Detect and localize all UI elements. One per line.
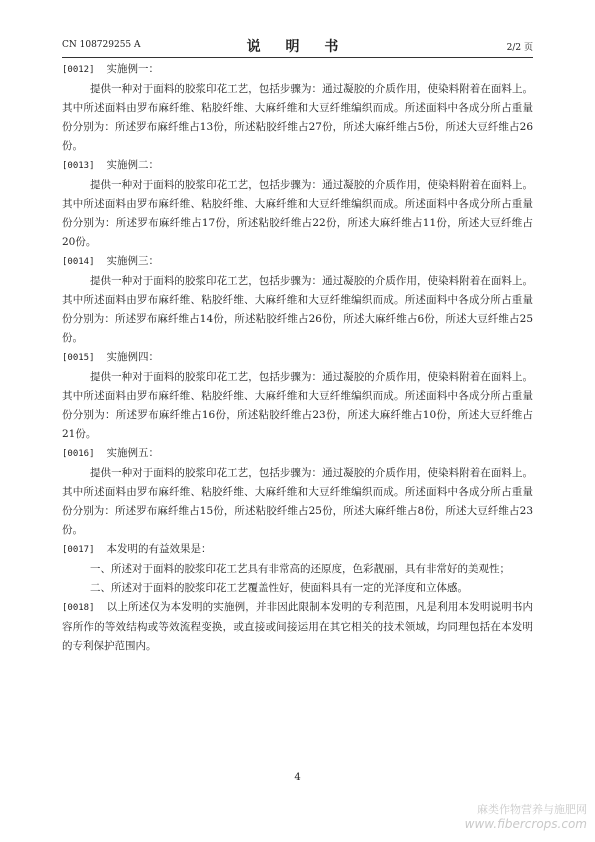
paragraph-number: [0013] [62,161,95,171]
heading-text: 实施例五： [106,447,160,459]
body-paragraph: 提供一种对于面料的胶浆印花工艺，包括步骤为：通过凝胶的介质作用，使染料附着在面料上。其中所述面料由罗布麻纤维、粘胶纤维、大麻纤维和大豆纤维编织而成。所述面料中各成分所占重量份分别为：所述罗布麻纤维占13份，所述粘胶纤维占27份，所述大麻纤维占5份，所述大豆纤维占26份。 [62,83,533,152]
watermark-url: www.fibercrops.com [464,817,587,831]
page-number: 4 [294,772,301,783]
heading-text: 实施例一： [106,63,160,75]
paragraph-number: [0018] [62,603,95,613]
section-heading [62,252,533,272]
watermark-site-name: 麻类作物营养与施肥网 [477,803,587,816]
body-paragraph: 提供一种对于面料的胶浆印花工艺，包括步骤为：通过凝胶的介质作用，使染料附着在面料上。其中所述面料由罗布麻纤维、粘胶纤维、大麻纤维和大豆纤维编织而成。所述面料中各成分所占重量份分别为：所述罗布麻纤维占14份，所述粘胶纤维占26份，所述大麻纤维占6份，所述大豆纤维占25份。 [62,275,533,344]
section-heading [62,156,533,176]
heading-text: 本发明的有益效果是： [106,543,212,555]
paragraph-number: [0012] [62,65,95,75]
body-paragraph [62,598,533,656]
document-body [62,60,533,656]
page-header [62,36,533,54]
section-heading [62,60,533,80]
section-heading [62,444,533,464]
section-heading [62,348,533,368]
paragraph-number: [0014] [62,257,95,267]
body-paragraph: 提供一种对于面料的胶浆印花工艺，包括步骤为：通过凝胶的介质作用，使染料附着在面料上。其中所述面料由罗布麻纤维、粘胶纤维、大麻纤维和大豆纤维编织而成。所述面料中各成分所占重量份分别为：所述罗布麻纤维占16份，所述粘胶纤维占23份，所述大麻纤维占10份，所述大豆纤维占21份。 [62,371,533,440]
page-indicator: 2/2 页 [506,43,533,53]
paragraph-number: [0017] [62,545,95,555]
section-heading [62,540,533,560]
body-paragraph: 提供一种对于面料的胶浆印花工艺，包括步骤为：通过凝胶的介质作用，使染料附着在面料上。其中所述面料由罗布麻纤维、粘胶纤维、大麻纤维和大豆纤维编织而成。所述面料中各成分所占重量份分别为：所述罗布麻纤维占17份，所述粘胶纤维占22份，所述大麻纤维占11份，所述大豆纤维占20份。 [62,179,533,248]
heading-text: 实施例三： [106,255,160,267]
heading-text: 实施例二： [106,159,160,171]
body-paragraph: 一、所述对于面料的胶浆印花工艺具有非常高的还原度，色彩靓丽，具有非常好的美观性； [90,563,510,575]
header-rule [62,57,533,58]
body-text: 以上所述仅为本发明的实施例，并非因此限制本发明的专利范围，凡是利用本发明说明书内容所作的等效结构或等效流程变换，或直接或间接运用在其它相关的技术领域，均同理包括在本发明的专利保护范围内。 [62,601,533,652]
document-title: 说 明 书 [246,39,349,55]
paragraph-number: [0016] [62,449,95,459]
heading-text: 实施例四： [106,351,160,363]
site-watermark [465,802,587,832]
paragraph-number: [0015] [62,353,95,363]
document-number: CN 108729255 A [62,40,141,50]
body-paragraph: 二、所述对于面料的胶浆印花工艺覆盖性好，使面料具有一定的光泽度和立体感。 [90,582,468,594]
body-paragraph: 提供一种对于面料的胶浆印花工艺，包括步骤为：通过凝胶的介质作用，使染料附着在面料上。其中所述面料由罗布麻纤维、粘胶纤维、大麻纤维和大豆纤维编织而成。所述面料中各成分所占重量份分别为：所述罗布麻纤维占15份，所述粘胶纤维占25份，所述大麻纤维占8份，所述大豆纤维占23份。 [62,467,533,536]
